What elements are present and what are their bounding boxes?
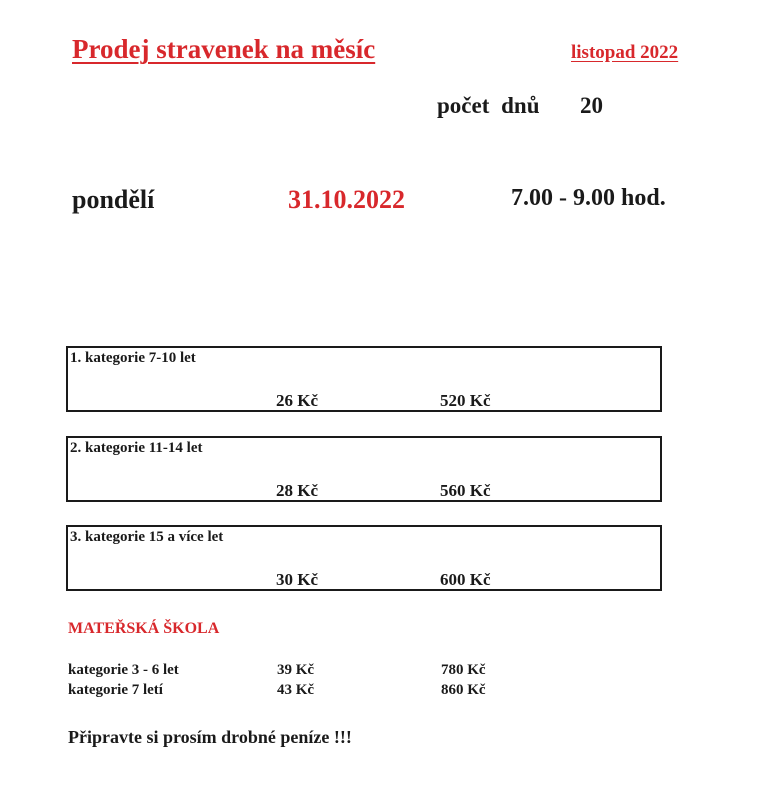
kindergarten-total: 780 Kč (441, 662, 486, 678)
category-total: 600 Kč (440, 570, 491, 589)
kindergarten-row (68, 662, 548, 682)
category-price: 26 Kč (276, 391, 319, 410)
category-box-3 (66, 525, 662, 591)
days-count-label: počet dnů (437, 93, 540, 118)
page-title: Prodej stravenek na měsíc (72, 34, 376, 64)
month-label: listopad 2022 (571, 42, 679, 63)
sale-hours: 7.00 - 9.00 hod. (511, 185, 666, 211)
kindergarten-title: MATEŘSKÁ ŠKOLA (68, 620, 220, 637)
kindergarten-price: 43 Kč (277, 682, 315, 698)
category-total: 520 Kč (440, 391, 491, 410)
kindergarten-row (68, 682, 548, 702)
cash-note: Připravte si prosím drobné peníze !!! (68, 727, 352, 747)
kindergarten-category-label: kategorie 3 - 6 let (68, 662, 179, 678)
category-box-2 (66, 436, 662, 502)
category-label: 3. kategorie 15 a více let (70, 529, 224, 545)
sale-weekday: pondělí (72, 185, 155, 214)
days-count-value: 20 (580, 93, 603, 118)
sale-date: 31.10.2022 (288, 185, 405, 214)
category-label: 1. kategorie 7-10 let (70, 350, 196, 366)
kindergarten-category-label: kategorie 7 letí (68, 682, 163, 698)
category-total: 560 Kč (440, 481, 491, 500)
category-label: 2. kategorie 11-14 let (70, 440, 203, 456)
kindergarten-total: 860 Kč (441, 682, 486, 698)
category-price: 30 Kč (276, 570, 319, 589)
category-price: 28 Kč (276, 481, 319, 500)
kindergarten-price: 39 Kč (277, 662, 315, 678)
category-box-1 (66, 346, 662, 412)
